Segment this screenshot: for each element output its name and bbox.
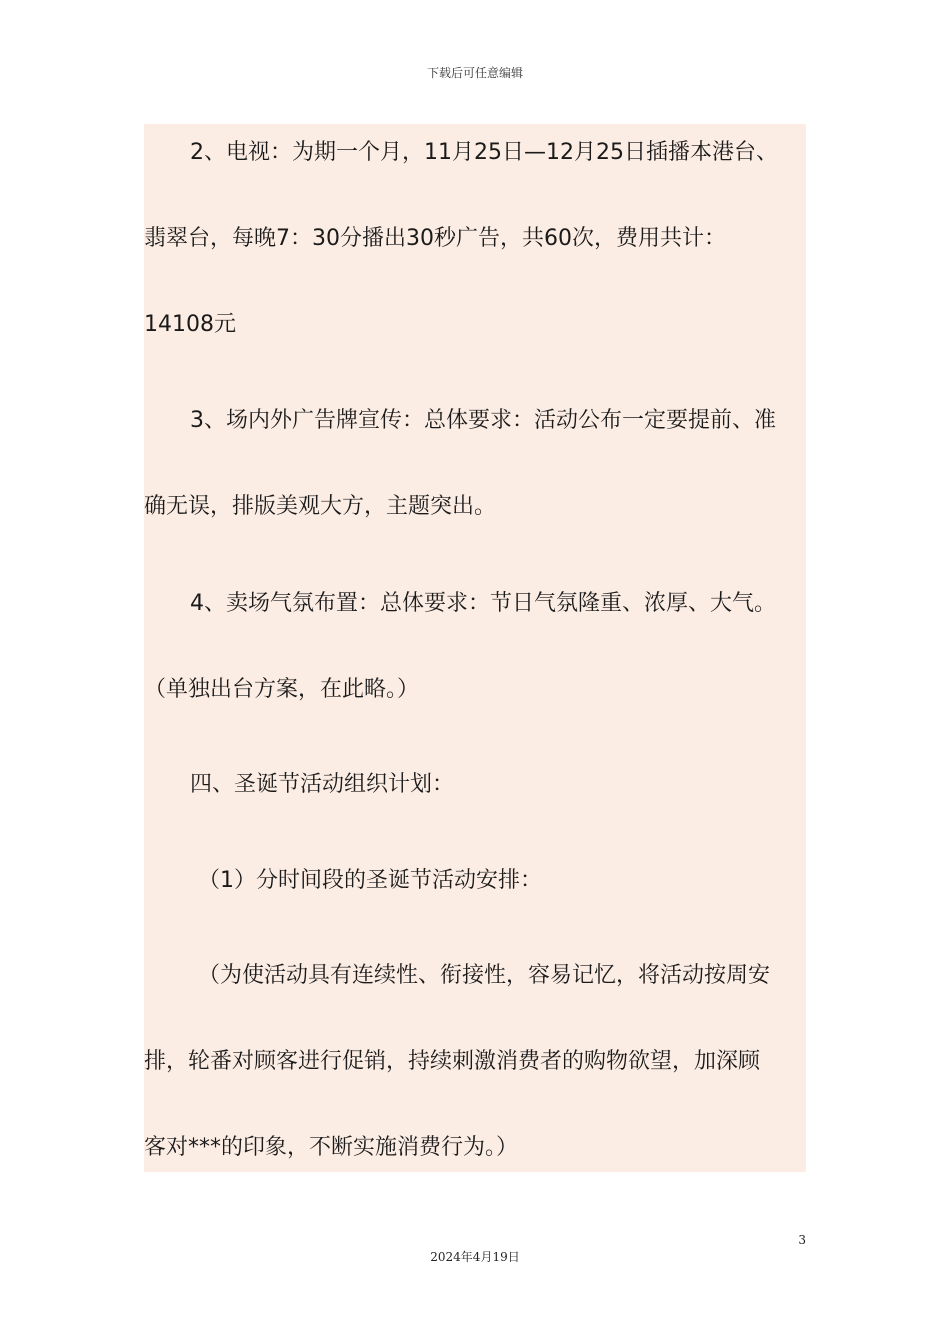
paragraph-schedule-line-2: 排，轮番对顾客进行促销，持续刺激消费者的购物欲望，加深顾 bbox=[144, 1049, 761, 1074]
paragraph-schedule-line-3: 客对***的印象，不断实施消费行为。） bbox=[144, 1135, 519, 1160]
paragraph-atmosphere-line-1: 4、卖场气氛布置：总体要求：节日气氛隆重、浓厚、大气。 bbox=[190, 591, 776, 616]
page-footer-date: 2024年4月19日 bbox=[430, 1250, 520, 1264]
page-header: 下载后可任意编辑 bbox=[426, 66, 523, 80]
section-heading-plan: 四、圣诞节活动组织计划： bbox=[190, 772, 455, 797]
paragraph-atmosphere-line-2: （单独出台方案，在此略。） bbox=[144, 677, 420, 702]
paragraph-tv-line-3: 14108元 bbox=[144, 312, 236, 337]
paragraph-billboard-line-2: 确无误，排版美观大方，主题突出。 bbox=[144, 494, 497, 519]
page-number: 3 bbox=[798, 1233, 806, 1247]
paragraph-tv-line-2: 翡翠台，每晚7：30分播出30秒广告，共60次，费用共计： bbox=[144, 226, 726, 251]
document-body bbox=[144, 124, 806, 1172]
paragraph-schedule-line-1: （为使活动具有连续性、衔接性，容易记忆，将活动按周安 bbox=[198, 963, 771, 988]
subsection-heading-schedule: （1）分时间段的圣诞节活动安排： bbox=[198, 868, 542, 893]
paragraph-billboard-line-1: 3、场内外广告牌宣传：总体要求：活动公布一定要提前、准 bbox=[190, 408, 776, 433]
paragraph-tv-line-1: 2、电视：为期一个月，11月25日—12月25日插播本港台、 bbox=[190, 140, 778, 165]
